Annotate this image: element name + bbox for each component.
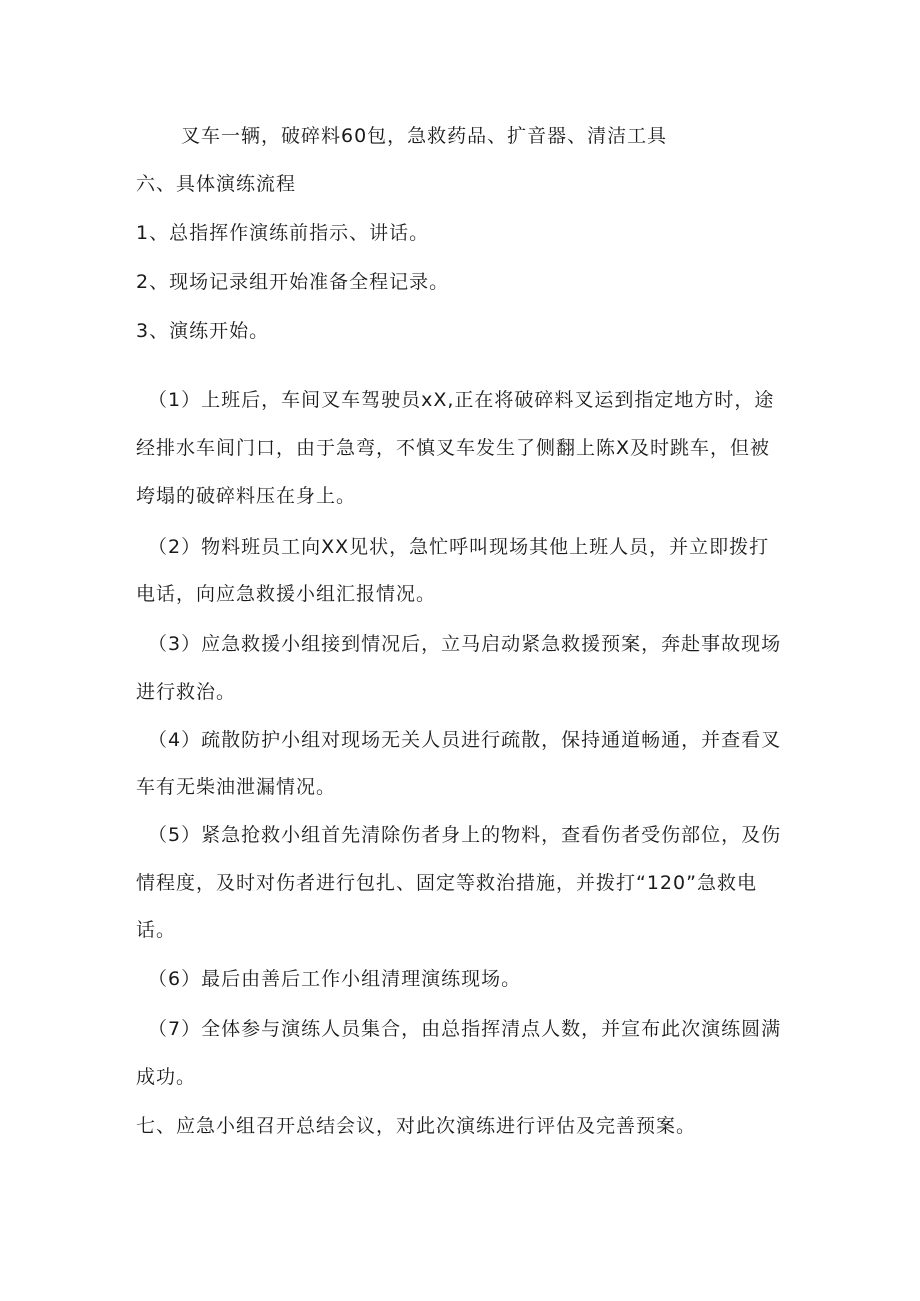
- item-5-line-3: 话。: [136, 919, 177, 941]
- item-1-line-3: 垮塌的破碎料压在身上。: [136, 485, 357, 507]
- item-1-line-2: 经排水车间门口，由于急弯，不慎叉车发生了侧翻上陈X及时跳车，但被: [136, 437, 771, 459]
- item-3-line-1: （3）应急救援小组接到情况后，立马启动紧急救援预案，奔赴事故现场: [148, 633, 782, 655]
- item-2-line-2: 电话，向应急救援小组汇报情况。: [136, 583, 437, 605]
- item-7-line-2: 成功。: [136, 1066, 197, 1088]
- item-4-line-2: 车有无柴油泄漏情况。: [136, 776, 337, 798]
- item-4-line-1: （4）疏散防护小组对现场无关人员进行疏散，保持通道畅通，并查看叉: [148, 729, 782, 751]
- item-3-line-2: 进行救治。: [136, 681, 237, 703]
- section-seven: 七、应急小组召开总结会议，对此次演练进行评估及完善预案。: [136, 1115, 697, 1137]
- equipment-line: 叉车一辆，破碎料60包，急救药品、扩音器、清洁工具: [181, 125, 668, 147]
- step-3: 3、演练开始。: [136, 320, 270, 342]
- item-2-line-1: （2）物料班员工向XX见状，急忙呼叫现场其他上班人员，并立即拨打: [148, 536, 770, 558]
- step-2: 2、现场记录组开始准备全程记录。: [136, 271, 450, 293]
- item-1-line-1: （1）上班后，车间叉车驾驶员xX,正在将破碎料叉运到指定地方时，途: [148, 389, 775, 411]
- item-7-line-1: （7）全体参与演练人员集合，由总指挥清点人数，并宣布此次演练圆满: [148, 1018, 782, 1040]
- item-5-line-1: （5）紧急抢救小组首先清除伤者身上的物料，查看伤者受伤部位，及伤: [148, 824, 782, 846]
- item-6-line-1: （6）最后由善后工作小组清理演练现场。: [148, 968, 522, 990]
- step-1: 1、总指挥作演练前指示、讲话。: [136, 222, 430, 244]
- section-six-heading: 六、具体演练流程: [136, 173, 297, 195]
- item-5-line-2: 情程度，及时对伤者进行包扎、固定等救治措施，并拨打“120”急救电: [136, 872, 757, 894]
